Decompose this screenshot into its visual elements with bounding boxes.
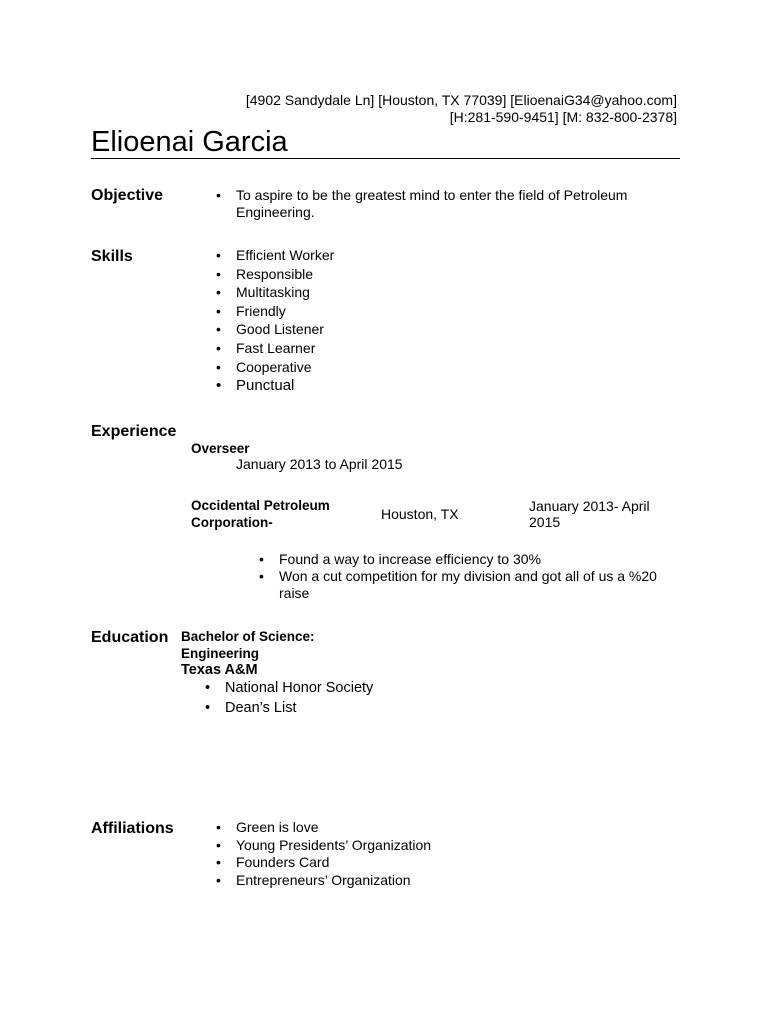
achievement-item: • Found a way to increase efficiency to 30%	[259, 550, 659, 568]
affiliations-list	[216, 819, 516, 889]
experience-location: Houston, TX	[381, 506, 459, 522]
experience-role-dates: January 2013 to April 2015	[236, 456, 403, 472]
education-school: Texas A&M	[181, 662, 258, 678]
experience-dates-line2: 2015	[529, 514, 561, 530]
skill-item: • Efficient Worker	[216, 246, 516, 265]
honor-item: • Dean’s List	[205, 699, 505, 719]
education-heading: Education	[91, 629, 169, 646]
skill-item: • Good Listener	[216, 320, 516, 339]
skills-list	[216, 246, 516, 396]
education-honors	[205, 679, 505, 718]
skill-item: • Multitasking	[216, 283, 516, 302]
affiliations-heading: Affiliations	[91, 820, 174, 837]
contact-address-line: [4902 Sandydale Ln] [Houston, TX 77039] [ElioenaiG34@yahoo.com]	[245, 92, 677, 108]
experience-achievements	[259, 550, 659, 602]
experience-heading: Experience	[91, 423, 177, 440]
education-degree-line2: Engineering	[181, 646, 260, 661]
affiliation-item: • Entrepreneurs’ Organization	[216, 872, 516, 890]
affiliation-item: • Young Presidents’ Organization	[216, 837, 516, 855]
skill-item: • Friendly	[216, 302, 516, 321]
header-divider	[91, 158, 680, 159]
experience-company-line2: Corporation-	[191, 515, 273, 530]
skill-item: • Cooperative	[216, 358, 516, 377]
skill-item: • Responsible	[216, 265, 516, 284]
objective-list	[216, 187, 656, 221]
experience-role: Overseer	[191, 441, 250, 456]
objective-item: • To aspire to be the greatest mind to enter the field of Petroleum Engineering.	[216, 187, 656, 221]
achievement-item: • Won a cut competition for my division and got all of us a %20 raise	[259, 568, 659, 602]
education-degree-line1: Bachelor of Science:	[181, 629, 315, 644]
experience-dates-line1: January 2013- April	[529, 498, 650, 514]
candidate-name: Elioenai Garcia	[91, 126, 288, 158]
skill-item: • Punctual	[216, 376, 516, 396]
experience-company-line1: Occidental Petroleum	[191, 498, 330, 513]
skills-heading: Skills	[91, 248, 133, 265]
affiliation-item: • Founders Card	[216, 854, 516, 872]
skill-item: • Fast Learner	[216, 339, 516, 358]
contact-phone-line: [H:281-590-9451] [M: 832-800-2378]	[449, 109, 677, 125]
honor-item: • National Honor Society	[205, 679, 505, 699]
objective-heading: Objective	[91, 187, 164, 204]
affiliation-item: • Green is love	[216, 819, 516, 837]
